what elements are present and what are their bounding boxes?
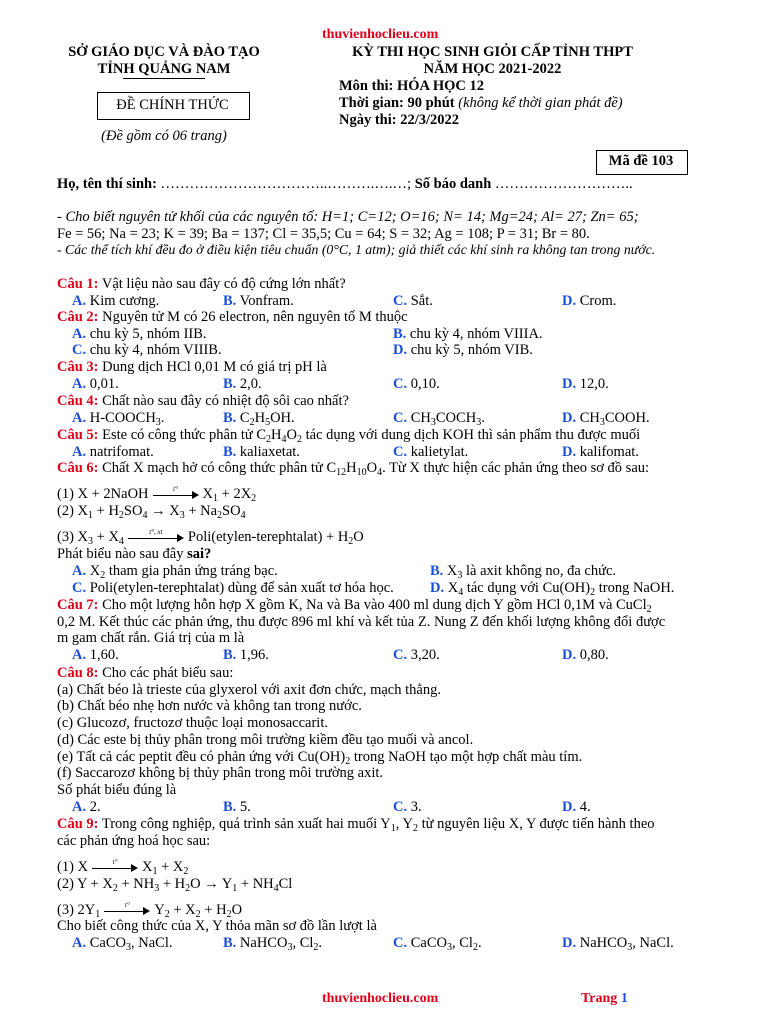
q2-option-a[interactable]: A. chu kỳ 5, nhóm IIB. <box>72 326 207 342</box>
time-label: Thời gian: 90 phút <box>339 95 455 111</box>
q6-option-a[interactable]: A. $X_2$ tham gia phản ứng tráng bạc. <box>72 563 278 581</box>
time-note: (không kể thời gian phát đề) <box>458 95 623 111</box>
page-number: Trang 1 <box>581 991 628 1006</box>
student-name-label: Họ, tên thí sinh: <box>57 176 157 192</box>
q8-ask: Số phát biểu đúng là <box>57 782 177 798</box>
student-info-line <box>57 176 633 192</box>
q5-option-d[interactable]: D. kalifomat. <box>562 444 639 460</box>
time-line <box>339 95 623 112</box>
q1-option-c[interactable]: C. Sắt. <box>393 293 433 309</box>
reaction-arrow-icon: t° <box>153 490 199 500</box>
question-2: Câu 2: Nguyên tử M có 26 electron, nên nguyên tố M thuộc <box>57 309 408 325</box>
student-id-field[interactable]: ……………………….. <box>494 176 633 192</box>
subject-label: Môn thi: <box>339 78 394 94</box>
q1-text: Vật liệu nào sau đây có độ cứng lớn nhất? <box>101 276 346 292</box>
q6-option-d[interactable]: D. $X_4$ tác dụng với $Cu(OH)_2$ trong NaOH. <box>430 580 675 598</box>
subject-value: HÓA HỌC 12 <box>397 78 485 94</box>
q4-option-c[interactable]: C. $CH_3COCH_3$. <box>393 410 485 428</box>
student-id-label: Số báo danh <box>414 176 492 192</box>
q8-statement-b: (b) Chất béo nhẹ hơn nước và không tan trong nước. <box>57 698 362 714</box>
question-4: Câu 4: Chất nào sau đây có nhiệt độ sôi cao nhất? <box>57 393 349 409</box>
q2-option-c[interactable]: C. chu kỳ 4, nhóm VIIIB. <box>72 342 222 358</box>
header-divider <box>123 78 205 79</box>
site-footer-link[interactable]: thuvienhoclieu.com <box>322 991 439 1006</box>
atomic-mass-values: Fe = 56; Na = 23; K = 39; Ba = 137; Cl = 35,5; Cu = 64; S = 32; Ag = 108; P = 31; Br = 80. <box>57 226 590 242</box>
q7-option-d[interactable]: D. 0,80. <box>562 647 609 663</box>
q9-line-2: các phản ứng hoá học sau: <box>57 833 211 849</box>
q7-option-b[interactable]: B. 1,96. <box>223 647 269 663</box>
q8-statement-e: (e) Tất cả các peptit đều có phản ứng với $Cu(OH)_2$ trong NaOH tạo một hợp chất màu tím. <box>57 749 583 767</box>
q9-option-d[interactable]: D. NaHCO$_3$, NaCl. <box>562 935 674 953</box>
q8-statement-d: (d) Các este bị thủy phân trong môi trường kiềm đều tạo muối và ancol. <box>57 732 474 748</box>
exam-title: KỲ THI HỌC SINH GIỎI CẤP TỈNH THPT <box>352 44 633 60</box>
q5-option-a[interactable]: A. natrifomat. <box>72 444 154 460</box>
question-6: Câu 6: Chất X mạch hở có công thức phân tử $C_{12}H_{10}O_4$. Từ X thực hiện các phản ứng theo sơ đồ sau: <box>57 460 650 478</box>
q4-option-b[interactable]: B. $C_2H_5OH$. <box>223 410 295 428</box>
student-name-field[interactable]: ……………………………..……….….…; <box>160 176 412 192</box>
q2-option-b[interactable]: B. chu kỳ 4, nhóm VIIIA. <box>393 326 543 342</box>
q7-line-2: 0,2 M. Kết thúc các phản ứng, thu được 896 ml khí và kết tủa Z. Nung Z đến khối lượng không đổi được <box>57 614 666 630</box>
q7-option-a[interactable]: A. 1,60. <box>72 647 119 663</box>
official-label: ĐỀ CHÍNH THỨC <box>116 97 229 113</box>
q8-option-c[interactable]: C. 3. <box>393 799 422 815</box>
question-7: Câu 7: Cho một lượng hỗn hợp X gồm K, Na và Ba vào 400 ml dung dịch Y gồm HCl 0,1M và CuCl$_2$ <box>57 597 652 615</box>
q3-option-a[interactable]: A. 0,01. <box>72 376 119 392</box>
q1-option-d[interactable]: D. Crom. <box>562 293 617 309</box>
exam-date: Ngày thi: 22/3/2022 <box>339 112 460 128</box>
site-header-link[interactable]: thuvienhoclieu.com <box>322 27 439 42</box>
question-9: Câu 9: Trong công nghiệp, quá trình sản xuất hai muối $Y_1$, $Y_2$ từ nguyên liệu X, Y được tiến hành theo <box>57 816 655 834</box>
q2-option-d[interactable]: D. chu kỳ 5, nhóm VIB. <box>393 342 533 358</box>
reaction-arrow-icon: t° <box>92 863 138 873</box>
q1-option-a[interactable]: A. Kim cương. <box>72 293 160 309</box>
q6-reaction-3: (3) $X_3 + X_4$ t°, xt Poli(etylen-terephtalat) + $H_2O$ <box>57 527 364 547</box>
q8-statement-c: (c) Glucozơ, fructozơ thuộc loại monosaccarit. <box>57 715 328 731</box>
q3-option-c[interactable]: C. 0,10. <box>393 376 440 392</box>
q1-option-b[interactable]: B. Vonfram. <box>223 293 294 309</box>
q1-label: Câu 1: <box>57 276 99 292</box>
q9-ask: Cho biết công thức của X, Y thỏa mãn sơ đồ lần lượt là <box>57 918 377 934</box>
reaction-arrow-icon: t° <box>104 906 150 916</box>
q7-line-3: m gam chất rắn. Giá trị của m là <box>57 630 245 646</box>
q4-option-d[interactable]: D. $CH_3COOH$. <box>562 410 650 428</box>
q6-option-b[interactable]: B. $X_3$ là axit không no, đa chức. <box>430 563 617 581</box>
q9-reaction-3: (3) $2Y_1$ t° $Y_2 + X_2 + H_2O$ <box>57 900 243 920</box>
q9-reaction-2: (2) $Y + X_2 + NH_3 + H_2O \to Y_1 + NH_4Cl$ <box>57 876 293 894</box>
q3-option-b[interactable]: B. 2,0. <box>223 376 262 392</box>
question-1 <box>57 276 346 292</box>
q6-option-c[interactable]: C. Poli(etylen-terephtalat) dùng để sản xuất tơ hóa học. <box>72 580 394 596</box>
reaction-arrow-icon: t°, xt <box>128 533 184 543</box>
q9-option-b[interactable]: B. NaHCO$_3$, $Cl_2$. <box>223 935 323 953</box>
q8-option-b[interactable]: B. 5. <box>223 799 251 815</box>
q7-option-c[interactable]: C. 3,20. <box>393 647 440 663</box>
atomic-mass-note: - Cho biết nguyên tử khối của các nguyên tố: H=1; C=12; O=16; N= 14; Mg=24; Al= 27; Zn= 65; <box>57 209 639 225</box>
province-name: TỈNH QUẢNG NAM <box>97 61 231 77</box>
q6-reaction-1: (1) X + 2NaOH t° $X_1 + 2X_2$ <box>57 484 257 504</box>
question-3: Câu 3: Dung dịch HCl 0,01 M có giá trị pH là <box>57 359 327 375</box>
q6-reaction-2: (2) $X_1 + H_2SO_4 \to X_3 + Na_2SO_4$ <box>57 503 246 521</box>
q9-option-c[interactable]: C. CaCO$_3$, $Cl_2$. <box>393 935 482 953</box>
q5-option-c[interactable]: C. kalietylat. <box>393 444 469 460</box>
q6-question: Phát biểu nào sau đây sai? <box>57 546 212 562</box>
gas-condition-note: - Các thể tích khí đều đo ở điều kiện tiêu chuẩn (0°C, 1 atm); giả thiết các khí sinh ra không tan trong nước. <box>57 242 656 257</box>
q4-option-a[interactable]: A. $H-COOCH_3$. <box>72 410 165 428</box>
q5-option-b[interactable]: B. kaliaxetat. <box>223 444 300 460</box>
q8-option-a[interactable]: A. 2. <box>72 799 101 815</box>
q8-option-d[interactable]: D. 4. <box>562 799 591 815</box>
question-8: Câu 8: Cho các phát biểu sau: <box>57 665 234 681</box>
q8-statement-f: (f) Saccarozơ không bị thủy phân trong môi trường axit. <box>57 765 384 781</box>
q8-statement-a: (a) Chất béo là trieste của glyxerol với axit đơn chức, mạch thẳng. <box>57 682 441 698</box>
subject-line <box>339 78 484 95</box>
pages-note: (Đề gồm có 06 trang) <box>101 128 227 144</box>
department-name: SỞ GIÁO DỤC VÀ ĐÀO TẠO <box>68 44 260 60</box>
q3-option-d[interactable]: D. 12,0. <box>562 376 609 392</box>
question-5: Câu 5: Este có công thức phân tử $C_2H_4O_2$ tác dụng với dung dịch KOH thì sản phẩm thu được muối <box>57 427 641 445</box>
q9-option-a[interactable]: A. CaCO$_3$, NaCl. <box>72 935 173 953</box>
school-year: NĂM HỌC 2021-2022 <box>423 61 562 77</box>
exam-code: Mã đề 103 <box>608 153 674 169</box>
q9-reaction-1: (1) X t° $X_1 + X_2$ <box>57 857 189 877</box>
